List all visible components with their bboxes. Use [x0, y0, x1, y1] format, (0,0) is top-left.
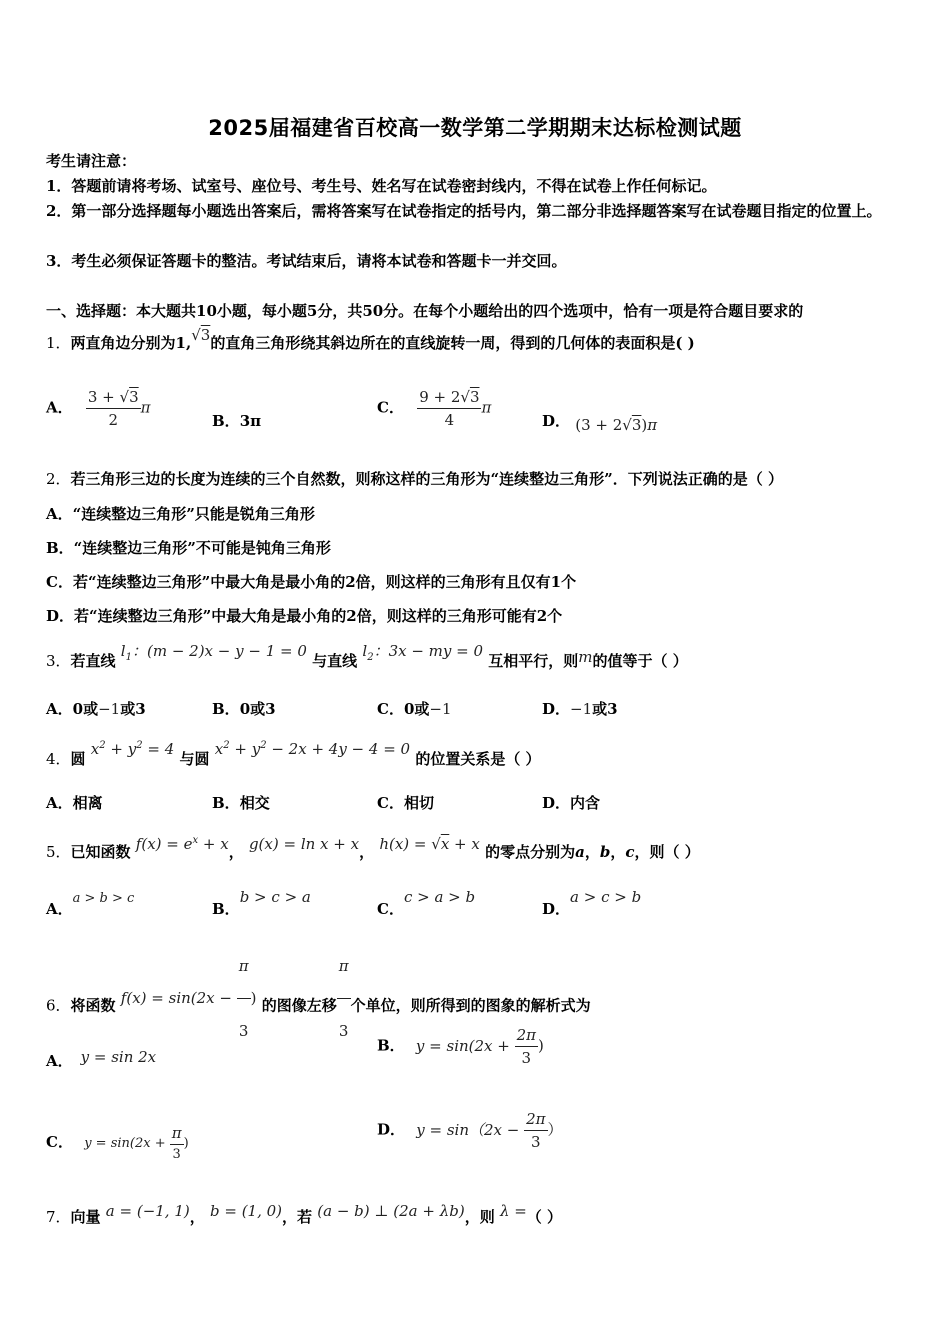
question-1: 1．两直角边分别为1,√3的直角三角形绕其斜边所在的直线旋转一周，得到的几何体的表面积是( ) — [46, 326, 695, 352]
notice-item-3: 3．考生必须保证答题卡的整洁。考试结束后，请将本试卷和答题卡一并交回。 — [46, 252, 567, 270]
q5-option-a[interactable]: A．a > b > c — [46, 891, 135, 918]
question-4: 4．圆 $x^2 + y^2 = 4$ 与圆 $x^2 + y^2 - 2x + 4y - 4 = 0$ 的位置关系是（ ） — [46, 740, 541, 768]
q4-option-b[interactable]: B．相交 — [212, 794, 270, 812]
q5-option-d[interactable]: D．a > c > b — [542, 888, 642, 918]
question-5: 5．已知函数 $f(x) = e^x + x$， g(x) = ln x + x， h(x) = √x + x 的零点分别为a，b，c，则（ ） — [46, 835, 700, 861]
q5-option-c[interactable]: C．c > a > b — [377, 888, 476, 918]
q6-option-b[interactable]: B． y = sin(2x + $\frac{2\pi}{3}$ ) — [377, 1026, 544, 1067]
question-6: 6．将函数 f(x) = sin(2x − $\frac{\pi}{3}$ ) 的图像左移 $\frac{\pi}{3}$ 个单位，则所得到的图象的解析式为 — [46, 944, 906, 1069]
q3-option-b[interactable]: B．0或3 — [212, 700, 276, 718]
section-heading: 一、选择题：本大题共10小题，每小题5分，共50分。在每个小题给出的四个选项中，恰有一项是符合题目要求的 — [46, 302, 804, 320]
q5-option-b[interactable]: B．b > c > a — [212, 888, 311, 918]
notice-heading: 考生请注意： — [46, 152, 137, 170]
question-number: 1． — [46, 334, 71, 352]
q3-option-d[interactable]: D．−1或3 — [542, 700, 618, 718]
q1-option-d[interactable]: D． (3 + 2√3)π — [542, 412, 658, 434]
q1-option-c[interactable]: C． $\frac{9 + 2√3}{4}$ π — [377, 388, 492, 429]
q6-option-c[interactable]: C． y = sin(2x + $\frac{\pi}{3}$ ) — [46, 1124, 189, 1162]
notice-item-1: 1．答题前请将考场、试室号、座位号、考生号、姓名写在试卷密封线内，不得在试卷上作任何标记。 — [46, 177, 717, 195]
q2-option-d[interactable]: D．若“连续整边三角形”中最大角是最小角的2倍，则这样的三角形可能有2个 — [46, 607, 563, 625]
q6-option-d[interactable]: D． y = sin（2x − $\frac{2\pi}{3}$ ） — [377, 1110, 563, 1151]
q3-option-a[interactable]: A．0或−1或3 — [46, 700, 146, 718]
q1-option-a[interactable]: A． $\frac{3 + √3}{2}$ π — [46, 388, 151, 429]
q4-option-a[interactable]: A．相离 — [46, 794, 103, 812]
page-title: 2025届福建省百校高一数学第二学期期末达标检测试题 — [208, 116, 742, 140]
q4-option-d[interactable]: D．内含 — [542, 794, 601, 812]
question-2: 2．若三角形三边的长度为连续的三个自然数，则称这样的三角形为“连续整边三角形”．下列说法正确的是（ ） — [46, 470, 784, 488]
question-3: 3．若直线 $l_1$：(m − 2)x − y − 1 = 0 与直线 $l_2$：3x − my = 0 互相平行，则m的值等于（ ） — [46, 642, 688, 670]
q4-option-c[interactable]: C．相切 — [377, 794, 434, 812]
q2-option-a[interactable]: A．“连续整边三角形”只能是锐角三角形 — [46, 505, 315, 523]
q1-option-b[interactable]: B．3π — [212, 412, 262, 430]
q6-option-a[interactable]: A． y = sin 2x — [46, 1048, 157, 1070]
notice-item-2: 2．第一部分选择题每小题选出答案后，需将答案写在试卷指定的括号内，第二部分非选择题答案写在试卷题目指定的位置上。 — [46, 202, 882, 220]
q2-option-c[interactable]: C．若“连续整边三角形”中最大角是最小角的2倍，则这样的三角形有且仅有1个 — [46, 573, 577, 591]
q2-option-b[interactable]: B．“连续整边三角形”不可能是钝角三角形 — [46, 539, 331, 557]
question-7: 7．向量 a = (−1, 1)， b = (1, 0)，若 (a − b) ⊥ (2a + λb)，则 λ =（ ） — [46, 1202, 563, 1226]
q3-option-c[interactable]: C．0或−1 — [377, 700, 452, 718]
